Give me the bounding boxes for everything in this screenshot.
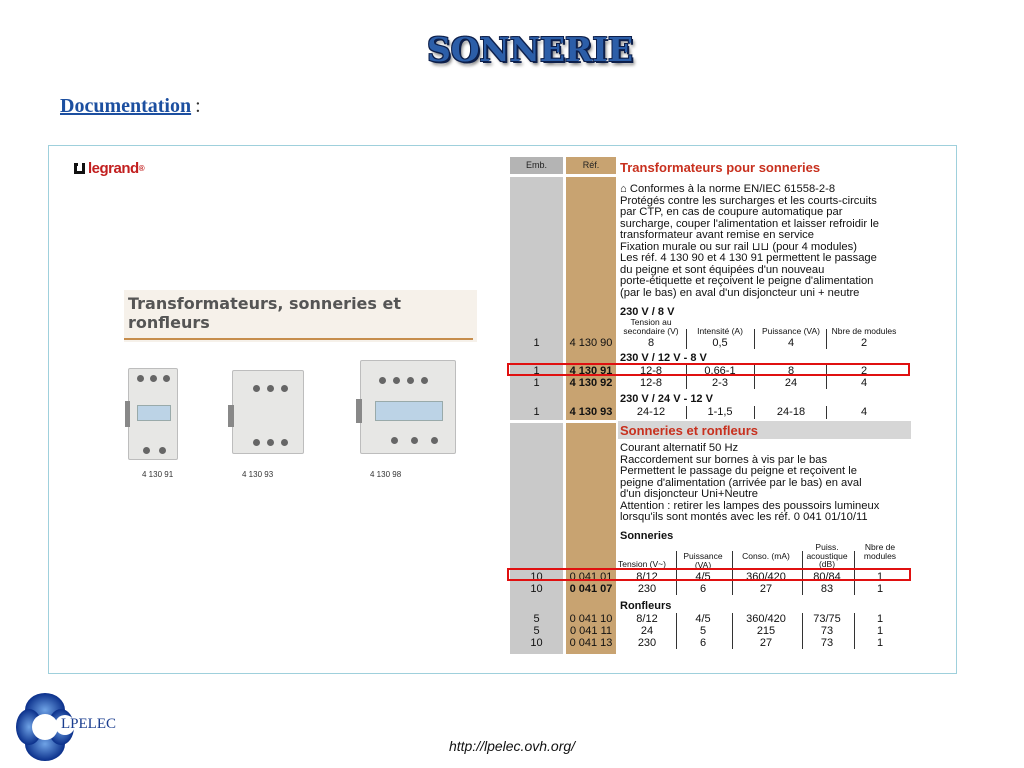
col-header-ref: Réf. [582, 160, 600, 170]
table-cell-emb: 1 [533, 365, 540, 377]
section-title-sonneries-ronfleurs: Sonneries et ronfleurs [620, 423, 758, 438]
footer-url-link[interactable]: http://lpelec.ovh.org/ [448, 738, 576, 754]
highlight-row-4-130-91 [507, 363, 910, 376]
table-cell-ref: 4 130 93 [569, 406, 613, 418]
subgroup-label: Sonneries [620, 530, 674, 542]
col-header-emb: Emb. [525, 160, 547, 170]
table-cell-emb: 1 [533, 377, 540, 389]
documentation-colon: : [195, 95, 201, 117]
transformer-4-130-91-image [128, 368, 178, 460]
product-photo-panel [124, 290, 477, 484]
product-photo [124, 342, 477, 484]
column-header: Conso. (mA) [742, 551, 790, 561]
voltage-group-label: 230 V / 24 V - 12 V [620, 393, 713, 405]
column-header: Puissance (VA) [762, 326, 820, 336]
table-cell-emb: 5 [533, 613, 540, 625]
column-header: Nbre de modules [863, 542, 897, 561]
column-header: Intensité (A) [697, 326, 743, 336]
table-cell-ref: 0 041 11 [569, 625, 612, 637]
section-title-transformateurs: Transformateurs pour sonneries [620, 160, 821, 175]
table-cell-ref: 0 041 13 [569, 637, 613, 649]
column-header: Puiss. acoustique (dB) [806, 542, 848, 569]
documentation-label: Documentation [60, 95, 192, 117]
lpelec-logo-text: LPELEC [61, 716, 116, 732]
transformer-4-130-93-image [232, 370, 304, 454]
table-cell-ref: 0 041 07 [569, 583, 613, 595]
table-cell-emb: 5 [533, 625, 540, 637]
subgroup-label: Ronfleurs [620, 600, 672, 612]
table-cell-ref: 4 130 92 [569, 377, 613, 389]
legrand-brand-text: legrand [88, 160, 139, 177]
voltage-group-label: 230 V / 12 V - 8 V [620, 352, 707, 364]
table-cell-ref: 4 130 91 [569, 365, 613, 377]
product-photo-heading: Transformateurs, sonneries et ronfleurs [128, 294, 401, 332]
table-cell-emb: 1 [533, 406, 540, 418]
warning-icon: ⌂ [620, 183, 630, 195]
table-cell-ref: 0 041 10 [569, 613, 613, 625]
catalogue-table: Emb. Réf. Transformateurs pour sonneries ⌂ Conformes à la norme EN/IEC 61558-2-8 Protégés contre les surcharges et les courts-circuits par CTP, en cas de coupure automatique par surcharge, couper l'alimentation et laisser refroidir le transformateur avant remise en service Fixation murale ou sur rail ⊔⊔ (pour 4 modules) Les réf. 4 130 90 et 4 130 91 permettent le passage du peigne et sont équipées d'un nouveau porte-étiquette et reçoivent le peigne d'alimentation (par le bas) en aval d'un disjoncteur uni + neutre 230 V / 8 V Tension au secondaire (V) Intensité (A) Puissance (VA) Nbre de modules 1 4 130 90 8 0,5 4 2 230 V / 12 V - 8 V 1 4 130 91 12-8 0,66-1 8 2 1 4 130 92 12-8 2-3 24 4 230 V / 24 V - 12 V 1 4 130 93 24-12 1-1,5 24-18 4 Sonneries et ronfleurs Courant alternatif 50 Hz Raccordement sur bornes à vis par le bas Permettent le passage du peigne et reçoivent le peigne d'alimentation (arrivée par le bas) en aval d'un disjoncteur Uni+Neutre Attention : retirer les lampes des poussoirs lumineux lorsqu'ils sont montés avec les réf. 0 041 01/10/11 Sonneries Tension (V~) Puissance (VA) Conso. (mA) Puiss. acoustique (dB) Nbre de modules 10 0 041 01 8/12 4/5 360/420 80/84 1 10 0 041 07 230 6 27 83 1 Ronfleurs 5 0 041 10 8/12 4/5 360/420 73/75 1 5 0 041 11 24 5 215 73 1 10 0 041 13 230 6 27 73 1 [510, 157, 911, 654]
product-ref-label: 4 130 93 [242, 470, 274, 479]
legrand-logo: legrand ® [74, 160, 145, 177]
highlight-row-0-041-01 [507, 568, 911, 581]
voltage-group-label: 230 V / 8 V [620, 306, 675, 318]
transformer-4-130-98-image [360, 360, 456, 454]
product-ref-label: 4 130 98 [370, 470, 402, 479]
table-cell-ref: 4 130 90 [569, 337, 613, 349]
column-header: Tension (V~) [618, 559, 666, 569]
documentation-heading [60, 95, 201, 118]
product-ref-label: 4 130 91 [142, 470, 174, 479]
column-header: Tension au secondaire (V) [623, 317, 679, 336]
column-header: Nbre de modules [831, 326, 897, 336]
table-cell-emb: 10 [530, 583, 543, 595]
slide-title: SONNERIE [426, 30, 634, 69]
table-cell-emb: 10 [530, 637, 543, 649]
table-cell-emb: 1 [533, 337, 540, 349]
table-cell-ref: 0 041 01 [569, 571, 613, 583]
table-cell-emb: 10 [530, 571, 543, 583]
heading-underline [124, 338, 473, 340]
column-header: Puissance (VA) [683, 551, 723, 570]
legrand-logo-icon [74, 163, 85, 174]
